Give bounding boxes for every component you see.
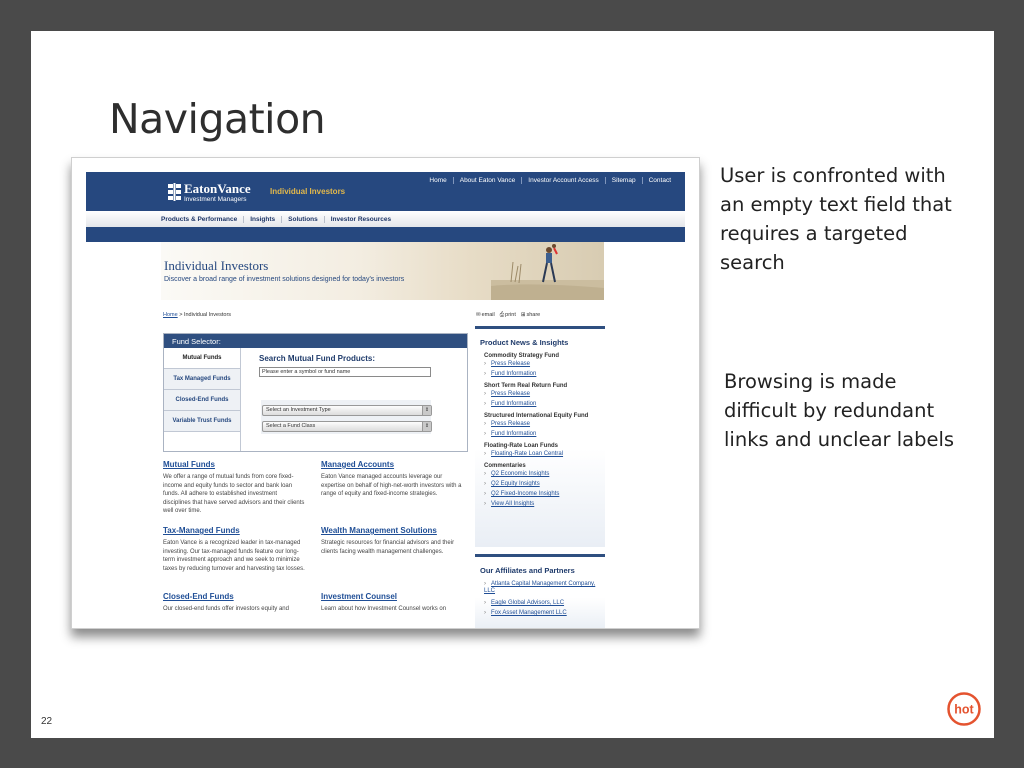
callout-empty-search: User is confronted with an empty text field that requires a targeted search	[720, 164, 952, 274]
fund-category-description: Eaton Vance is a recognized leader in tax-managed investing. Our tax-managed funds feature our long-term investment approach and we seek to minimize taxes by reducing turnover and harvesting tax losses.	[163, 540, 305, 572]
main-nav-solutions[interactable]: Solutions	[281, 216, 324, 223]
fund-category	[321, 526, 463, 556]
top-nav	[423, 177, 677, 184]
affiliate-link[interactable]: › Fox Asset Management LLC	[484, 608, 605, 618]
sidebar-group-title: Short Term Real Return Fund	[484, 383, 568, 389]
fund-selector-tabs	[164, 348, 240, 451]
share-link[interactable]: ⊞share	[520, 312, 541, 318]
fund-category	[163, 526, 305, 573]
fund-category	[321, 460, 463, 499]
breadcrumb-separator: >	[179, 312, 183, 318]
sidebar-group-title: Floating-Rate Loan Funds	[484, 443, 558, 449]
fund-category-link[interactable]: Wealth Management Solutions	[321, 526, 437, 535]
sidebar-link[interactable]: › Press Release	[484, 389, 605, 399]
fund-category-link[interactable]: Mutual Funds	[163, 460, 215, 469]
fund-selector	[163, 333, 468, 452]
fund-category	[321, 592, 463, 614]
select-arrow-icon: ⇕	[422, 406, 431, 415]
sidebar-title: Our Affiliates and Partners	[480, 566, 575, 575]
top-nav-home[interactable]: Home	[429, 177, 447, 184]
tab-variable-trust-funds[interactable]: Variable Trust Funds	[164, 411, 240, 432]
hot-logo-icon	[947, 692, 981, 726]
fund-category-link[interactable]: Investment Counsel	[321, 592, 398, 601]
fund-search-input[interactable]: Please enter a symbol or fund name	[259, 367, 431, 377]
header-divider-bar	[86, 227, 685, 242]
slide-title: Navigation	[109, 95, 326, 143]
hero-subtitle: Discover a broad range of investment solutions designed for today's investors	[164, 276, 405, 283]
print-link[interactable]: ⎙print	[499, 312, 516, 318]
fund-category-link[interactable]: Managed Accounts	[321, 460, 395, 469]
brand-name[interactable]: EatonVance	[184, 181, 251, 196]
sidebar-link[interactable]: › Fund Information	[484, 399, 605, 409]
sidebar-link[interactable]: › Press Release	[484, 419, 605, 429]
fund-category	[163, 460, 305, 516]
sidebar-group-title: Commentaries	[484, 463, 526, 469]
fund-category-description: Learn about how Investment Counsel works on	[321, 606, 447, 612]
sidebar-group-title: Structured International Equity Fund	[484, 413, 589, 419]
share-icon: ⊞	[520, 312, 526, 318]
sidebar-link[interactable]: › View All Insights	[484, 499, 605, 509]
fund-selector-header: Fund Selector:	[164, 334, 467, 348]
investment-type-select[interactable]	[262, 405, 432, 416]
svg-text:hot: hot	[954, 702, 974, 717]
fund-category-description: Strategic resources for financial advisors and their clients facing wealth management challenges.	[321, 540, 455, 555]
breadcrumb-home[interactable]: Home	[163, 312, 178, 318]
sidebar-link[interactable]: › Press Release	[484, 359, 605, 369]
beach-family-photo-icon	[491, 242, 604, 300]
email-link[interactable]: ✉email	[476, 312, 495, 318]
investment-type-value: Select an Investment Type	[266, 407, 331, 413]
main-nav-products[interactable]: Products & Performance	[161, 215, 238, 223]
fund-category-description: Our closed-end funds offer investors equity and	[163, 606, 289, 612]
fund-class-value: Select a Fund Class	[266, 423, 316, 429]
fund-search-label: Search Mutual Fund Products:	[259, 354, 376, 363]
breadcrumb	[163, 312, 231, 318]
main-nav-insights[interactable]: Insights	[243, 216, 281, 223]
email-icon: ✉	[476, 312, 481, 318]
sidebar-link[interactable]: › Fund Information	[484, 429, 605, 439]
tab-closed-end-funds[interactable]: Closed-End Funds	[164, 390, 240, 411]
tab-mutual-funds[interactable]: Mutual Funds	[164, 348, 240, 369]
slide-number: 22	[41, 716, 53, 727]
slide	[31, 31, 994, 738]
sidebar-title: Product News & Insights	[480, 338, 569, 347]
website-screenshot	[71, 157, 700, 629]
breadcrumb-current: Individual Investors	[183, 312, 232, 318]
hero-title: Individual Investors	[164, 258, 269, 273]
top-nav-about[interactable]: About Eaton Vance	[453, 177, 522, 184]
sidebar-link[interactable]: › Fund Information	[484, 369, 605, 379]
product-news-sidebar	[475, 326, 605, 547]
fund-category-link[interactable]: Closed-End Funds	[163, 592, 234, 601]
brand-subtitle: Investment Managers	[184, 196, 247, 203]
top-nav-sitemap[interactable]: Sitemap	[605, 177, 642, 184]
fund-category-link[interactable]: Tax-Managed Funds	[163, 526, 240, 535]
share-tools	[476, 312, 545, 319]
fund-category	[163, 592, 305, 614]
fund-selector-body	[240, 348, 468, 451]
select-arrow-icon: ⇕	[422, 422, 431, 431]
main-nav-investor-resources[interactable]: Investor Resources	[324, 216, 397, 223]
hero-banner	[161, 242, 604, 300]
affiliate-link[interactable]: › Atlanta Capital Management Company, LLC	[484, 581, 605, 595]
sidebar-link[interactable]: › Q2 Equity Insights	[484, 479, 605, 489]
fund-category-description: We offer a range of mutual funds from core fixed-income and equity funds to sector and bank loan funds. All adhere to established investment disciplines that have served advisors and their clients well over time.	[163, 474, 305, 514]
affiliates-sidebar	[475, 554, 605, 629]
main-nav	[86, 211, 685, 228]
sidebar-link[interactable]: › Floating-Rate Loan Central	[484, 449, 605, 459]
top-nav-account-access[interactable]: Investor Account Access	[521, 177, 604, 184]
section-label: Individual Investors	[270, 187, 346, 196]
site-header	[86, 172, 685, 211]
fund-category-description: Eaton Vance managed accounts leverage our expertise on behalf of high-net-worth investors with a range of equity and fixed-income strategies.	[321, 474, 462, 497]
fund-class-select[interactable]	[262, 421, 432, 432]
top-nav-contact[interactable]: Contact	[642, 177, 677, 184]
sidebar-link[interactable]: › Q2 Economic Insights	[484, 469, 605, 479]
eaton-vance-logo-icon	[167, 183, 182, 201]
affiliate-link[interactable]: › Eagle Global Advisors, LLC	[484, 598, 605, 608]
print-icon: ⎙	[499, 312, 505, 318]
sidebar-group-title: Commodity Strategy Fund	[484, 353, 560, 359]
sidebar-link[interactable]: › Q2 Fixed-Income Insights	[484, 489, 605, 499]
callout-redundant-links: Browsing is made difficult by redundant links and unclear labels	[724, 370, 955, 451]
tab-tax-managed-funds[interactable]: Tax Managed Funds	[164, 369, 240, 390]
